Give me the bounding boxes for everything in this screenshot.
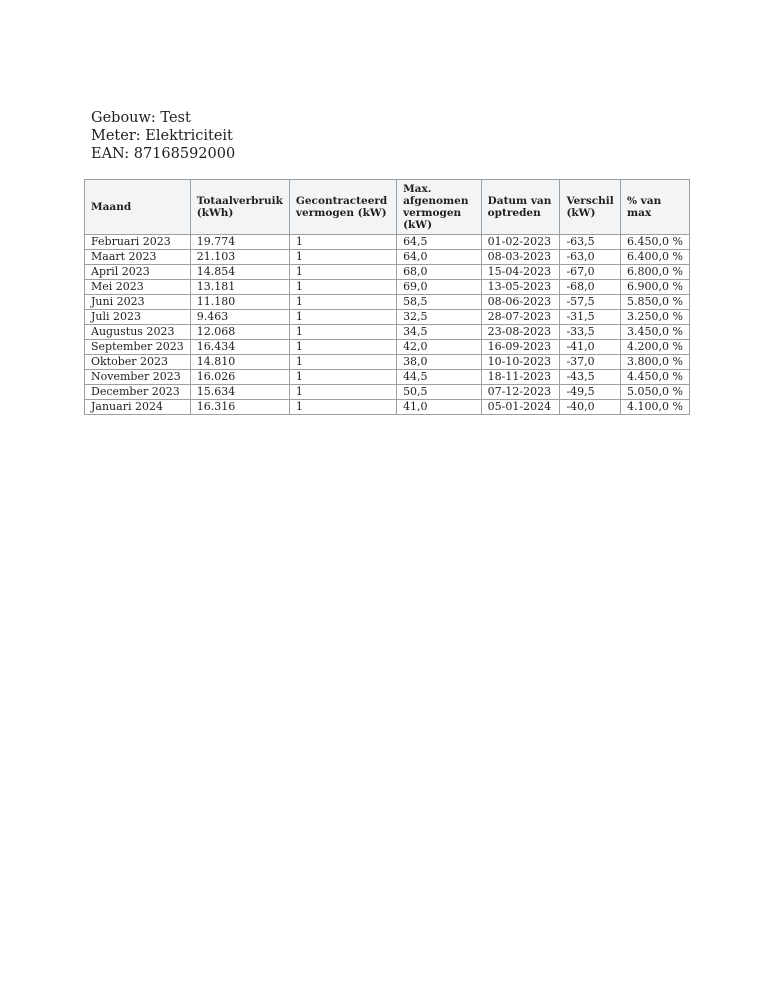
table-row bbox=[85, 280, 690, 295]
cell-datum: 07-12-2023 bbox=[481, 385, 560, 400]
cell-max-afgenomen: 41,0 bbox=[397, 400, 482, 415]
cell-max-afgenomen: 34,5 bbox=[397, 325, 482, 340]
cell-maand: April 2023 bbox=[85, 265, 191, 280]
table-row bbox=[85, 400, 690, 415]
cell-datum: 01-02-2023 bbox=[481, 235, 560, 250]
cell-datum: 10-10-2023 bbox=[481, 355, 560, 370]
cell-max-afgenomen: 69,0 bbox=[397, 280, 482, 295]
table-row bbox=[85, 385, 690, 400]
cell-verschil: -49,5 bbox=[560, 385, 621, 400]
cell-gecontracteerd: 1 bbox=[289, 385, 396, 400]
cell-verschil: -41,0 bbox=[560, 340, 621, 355]
table-row bbox=[85, 370, 690, 385]
table-row bbox=[85, 325, 690, 340]
cell-pct-van-max: 4.200,0 % bbox=[621, 340, 690, 355]
column-header-pct-van-max: % van max bbox=[621, 180, 690, 235]
cell-datum: 08-06-2023 bbox=[481, 295, 560, 310]
cell-totaalverbruik: 15.634 bbox=[190, 385, 289, 400]
table-row bbox=[85, 295, 690, 310]
table-header-row bbox=[85, 180, 690, 235]
cell-totaalverbruik: 16.026 bbox=[190, 370, 289, 385]
cell-max-afgenomen: 68,0 bbox=[397, 265, 482, 280]
cell-pct-van-max: 6.400,0 % bbox=[621, 250, 690, 265]
cell-totaalverbruik: 9.463 bbox=[190, 310, 289, 325]
table-row bbox=[85, 265, 690, 280]
column-header-datum: Datum van optreden bbox=[481, 180, 560, 235]
document-header bbox=[91, 109, 235, 163]
cell-datum: 18-11-2023 bbox=[481, 370, 560, 385]
cell-max-afgenomen: 58,5 bbox=[397, 295, 482, 310]
cell-maand: Juli 2023 bbox=[85, 310, 191, 325]
cell-gecontracteerd: 1 bbox=[289, 310, 396, 325]
cell-pct-van-max: 3.450,0 % bbox=[621, 325, 690, 340]
cell-totaalverbruik: 12.068 bbox=[190, 325, 289, 340]
cell-totaalverbruik: 14.854 bbox=[190, 265, 289, 280]
cell-gecontracteerd: 1 bbox=[289, 370, 396, 385]
meter-label: Meter: Elektriciteit bbox=[91, 128, 233, 144]
table-row bbox=[85, 355, 690, 370]
cell-totaalverbruik: 19.774 bbox=[190, 235, 289, 250]
cell-maand: November 2023 bbox=[85, 370, 191, 385]
cell-max-afgenomen: 64,5 bbox=[397, 235, 482, 250]
cell-gecontracteerd: 1 bbox=[289, 265, 396, 280]
cell-totaalverbruik: 11.180 bbox=[190, 295, 289, 310]
consumption-table bbox=[84, 179, 690, 415]
cell-pct-van-max: 6.800,0 % bbox=[621, 265, 690, 280]
cell-gecontracteerd: 1 bbox=[289, 250, 396, 265]
cell-gecontracteerd: 1 bbox=[289, 295, 396, 310]
column-header-max-afgenomen: Max. afgenomen vermogen (kW) bbox=[397, 180, 482, 235]
cell-pct-van-max: 6.450,0 % bbox=[621, 235, 690, 250]
building-label: Gebouw: Test bbox=[91, 110, 191, 126]
cell-max-afgenomen: 38,0 bbox=[397, 355, 482, 370]
cell-pct-van-max: 4.100,0 % bbox=[621, 400, 690, 415]
cell-verschil: -31,5 bbox=[560, 310, 621, 325]
cell-datum: 28-07-2023 bbox=[481, 310, 560, 325]
cell-maand: Februari 2023 bbox=[85, 235, 191, 250]
column-header-gecontracteerd: Gecontracteerd vermogen (kW) bbox=[289, 180, 396, 235]
cell-pct-van-max: 4.450,0 % bbox=[621, 370, 690, 385]
cell-max-afgenomen: 64,0 bbox=[397, 250, 482, 265]
cell-datum: 13-05-2023 bbox=[481, 280, 560, 295]
cell-verschil: -57,5 bbox=[560, 295, 621, 310]
table-row bbox=[85, 235, 690, 250]
table-row bbox=[85, 250, 690, 265]
cell-maand: Maart 2023 bbox=[85, 250, 191, 265]
cell-gecontracteerd: 1 bbox=[289, 340, 396, 355]
cell-verschil: -68,0 bbox=[560, 280, 621, 295]
cell-verschil: -63,5 bbox=[560, 235, 621, 250]
table-row bbox=[85, 340, 690, 355]
cell-pct-van-max: 6.900,0 % bbox=[621, 280, 690, 295]
cell-maand: Januari 2024 bbox=[85, 400, 191, 415]
cell-totaalverbruik: 13.181 bbox=[190, 280, 289, 295]
cell-datum: 15-04-2023 bbox=[481, 265, 560, 280]
cell-gecontracteerd: 1 bbox=[289, 280, 396, 295]
cell-pct-van-max: 5.850,0 % bbox=[621, 295, 690, 310]
cell-datum: 05-01-2024 bbox=[481, 400, 560, 415]
cell-maand: September 2023 bbox=[85, 340, 191, 355]
cell-max-afgenomen: 32,5 bbox=[397, 310, 482, 325]
cell-datum: 23-08-2023 bbox=[481, 325, 560, 340]
cell-datum: 08-03-2023 bbox=[481, 250, 560, 265]
cell-max-afgenomen: 44,5 bbox=[397, 370, 482, 385]
cell-maand: December 2023 bbox=[85, 385, 191, 400]
ean-label: EAN: 87168592000 bbox=[91, 146, 236, 162]
cell-datum: 16-09-2023 bbox=[481, 340, 560, 355]
cell-maand: Mei 2023 bbox=[85, 280, 191, 295]
cell-max-afgenomen: 42,0 bbox=[397, 340, 482, 355]
table-row bbox=[85, 310, 690, 325]
cell-verschil: -33,5 bbox=[560, 325, 621, 340]
column-header-verschil: Verschil (kW) bbox=[560, 180, 621, 235]
cell-gecontracteerd: 1 bbox=[289, 400, 396, 415]
cell-pct-van-max: 5.050,0 % bbox=[621, 385, 690, 400]
cell-totaalverbruik: 16.434 bbox=[190, 340, 289, 355]
cell-totaalverbruik: 14.810 bbox=[190, 355, 289, 370]
cell-gecontracteerd: 1 bbox=[289, 355, 396, 370]
column-header-totaalverbruik: Totaalverbruik (kWh) bbox=[190, 180, 289, 235]
cell-pct-van-max: 3.800,0 % bbox=[621, 355, 690, 370]
cell-gecontracteerd: 1 bbox=[289, 235, 396, 250]
cell-verschil: -43,5 bbox=[560, 370, 621, 385]
column-header-maand: Maand bbox=[85, 180, 191, 235]
cell-pct-van-max: 3.250,0 % bbox=[621, 310, 690, 325]
cell-totaalverbruik: 21.103 bbox=[190, 250, 289, 265]
cell-max-afgenomen: 50,5 bbox=[397, 385, 482, 400]
cell-verschil: -40,0 bbox=[560, 400, 621, 415]
cell-verschil: -63,0 bbox=[560, 250, 621, 265]
cell-totaalverbruik: 16.316 bbox=[190, 400, 289, 415]
cell-maand: Augustus 2023 bbox=[85, 325, 191, 340]
cell-maand: Oktober 2023 bbox=[85, 355, 191, 370]
cell-verschil: -67,0 bbox=[560, 265, 621, 280]
cell-maand: Juni 2023 bbox=[85, 295, 191, 310]
cell-gecontracteerd: 1 bbox=[289, 325, 396, 340]
cell-verschil: -37,0 bbox=[560, 355, 621, 370]
